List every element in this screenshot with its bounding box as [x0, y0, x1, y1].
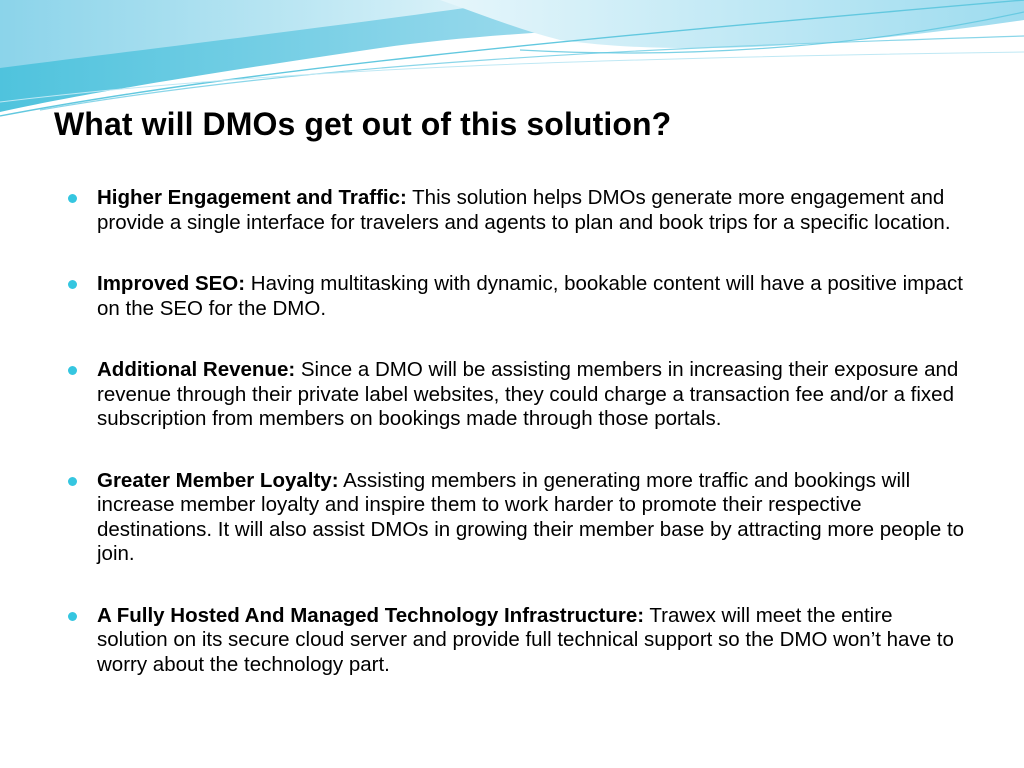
bullet-icon — [68, 612, 77, 621]
bullet-text — [97, 358, 966, 432]
bullet-body: Having multitasking with dynamic, bookable content will have a positive impact on the SEO for the DMO. — [97, 272, 963, 320]
slide-title: What will DMOs get out of this solution? — [54, 106, 672, 142]
bullet-label: Higher Engagement and Traffic: — [97, 186, 407, 209]
bullet-label: Greater Member Loyalty: — [97, 468, 339, 492]
bullet-body: Since a DMO will be assisting members in increasing their exposure and revenue through their private label websites, they could charge a transaction fee and/or a fixed subscription from members on bookings made through those portals. — [97, 358, 959, 430]
bullet-body: Trawex will meet the entire solution on its secure cloud server and provide full technical support so the DMO won’t have to worry about the technology part. — [97, 603, 954, 676]
list-item-infrastructure — [66, 604, 966, 678]
list-item-revenue — [66, 358, 966, 432]
list-item-engagement — [66, 186, 966, 235]
bullet-body: Assisting members in generating more traffic and bookings will increase member loyalty and inspire them to work harder to promote their respective destinations. It will also assist DMOs in growing their member base by attracting more people to join. — [97, 468, 965, 565]
bullet-label: Improved SEO: — [97, 272, 246, 295]
bullet-icon — [68, 194, 77, 203]
list-item-loyalty — [66, 469, 966, 567]
bullet-text — [97, 186, 966, 235]
bullet-body: This solution helps DMOs generate more engagement and provide a single interface for travelers and agents to plan and book trips for a specific location. — [97, 186, 951, 234]
bullet-text — [97, 272, 966, 321]
bullet-icon — [68, 366, 77, 375]
bullet-label: A Fully Hosted And Managed Technology Infrastructure: — [97, 603, 645, 627]
bullet-label: Additional Revenue: — [97, 358, 296, 381]
bullet-icon — [68, 477, 77, 486]
bullet-text — [97, 469, 966, 567]
list-item-seo — [66, 272, 966, 321]
bullet-icon — [68, 280, 77, 289]
benefits-list — [66, 186, 966, 677]
bullet-text — [97, 604, 966, 678]
